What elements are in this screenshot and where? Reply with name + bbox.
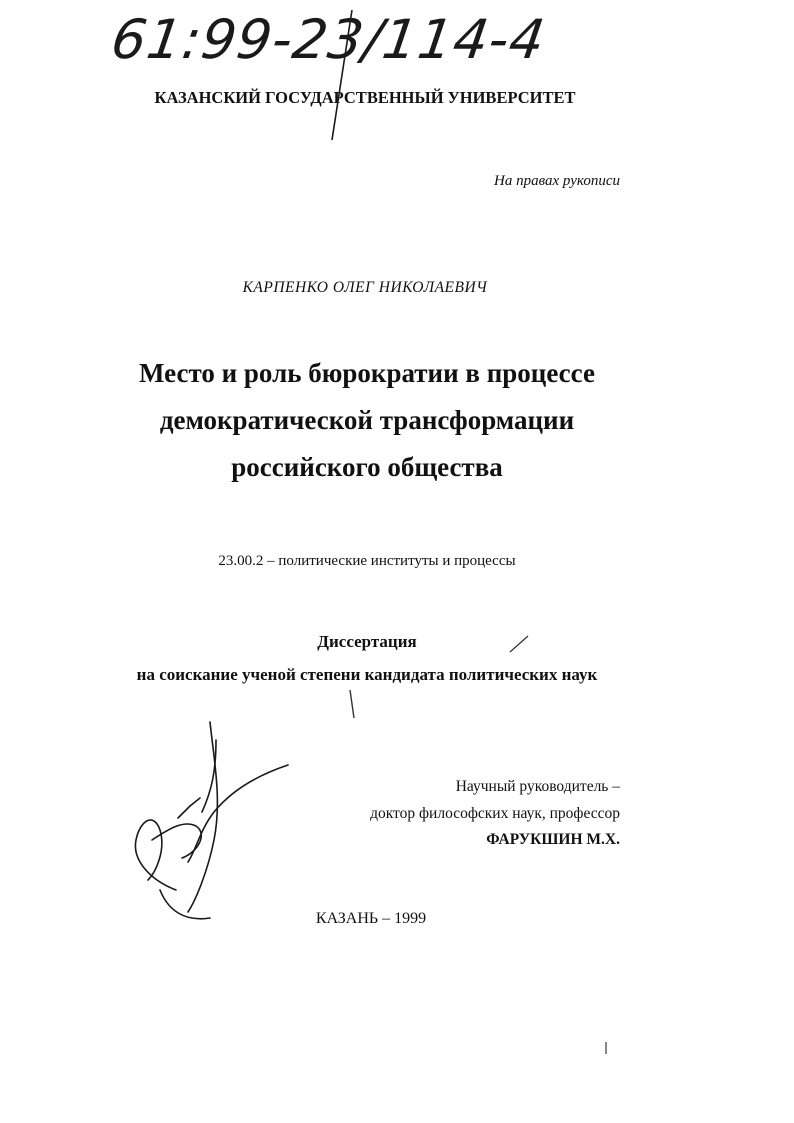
signature-stroke-7	[178, 798, 200, 818]
supervisor-title: доктор философских наук, профессор	[370, 805, 620, 822]
manuscript-rights-note: На правах рукописи	[494, 173, 620, 189]
dissertation-title-line-3: российского общества	[231, 452, 503, 482]
dissertation-title-line-2: демократической трансформации	[159, 405, 575, 435]
dissertation-label: Диссертация	[317, 632, 417, 651]
supervisor-label: Научный руководитель –	[455, 778, 620, 795]
signature-stroke-6	[160, 890, 210, 919]
author-name: КАРПЕНКО ОЛЕГ НИКОЛАЕВИЧ	[242, 279, 488, 296]
degree-description: на соискание ученой степени кандидата политических наук	[136, 665, 598, 684]
handwritten-signature	[135, 722, 288, 919]
dissertation-title-line-1: Место и роль бюрократии в процессе	[139, 358, 595, 388]
signature-stroke-3	[188, 765, 288, 862]
stray-mark-2	[350, 690, 354, 718]
university-name: КАЗАНСКИЙ ГОСУДАРСТВЕННЫЙ УНИВЕРСИТЕТ	[154, 88, 576, 107]
header-slash-mark	[332, 10, 352, 140]
signature-stroke-4	[135, 820, 176, 890]
specialty-code: 23.00.2 – политические институты и процессы	[218, 553, 516, 569]
supervisor-name: ФАРУКШИН М.Х.	[486, 831, 620, 848]
handwritten-archive-code: 61:99-23/114-4	[107, 8, 550, 71]
city-year: КАЗАНЬ – 1999	[315, 910, 427, 927]
signature-stroke-1	[188, 722, 217, 912]
stray-mark-1	[510, 636, 528, 652]
